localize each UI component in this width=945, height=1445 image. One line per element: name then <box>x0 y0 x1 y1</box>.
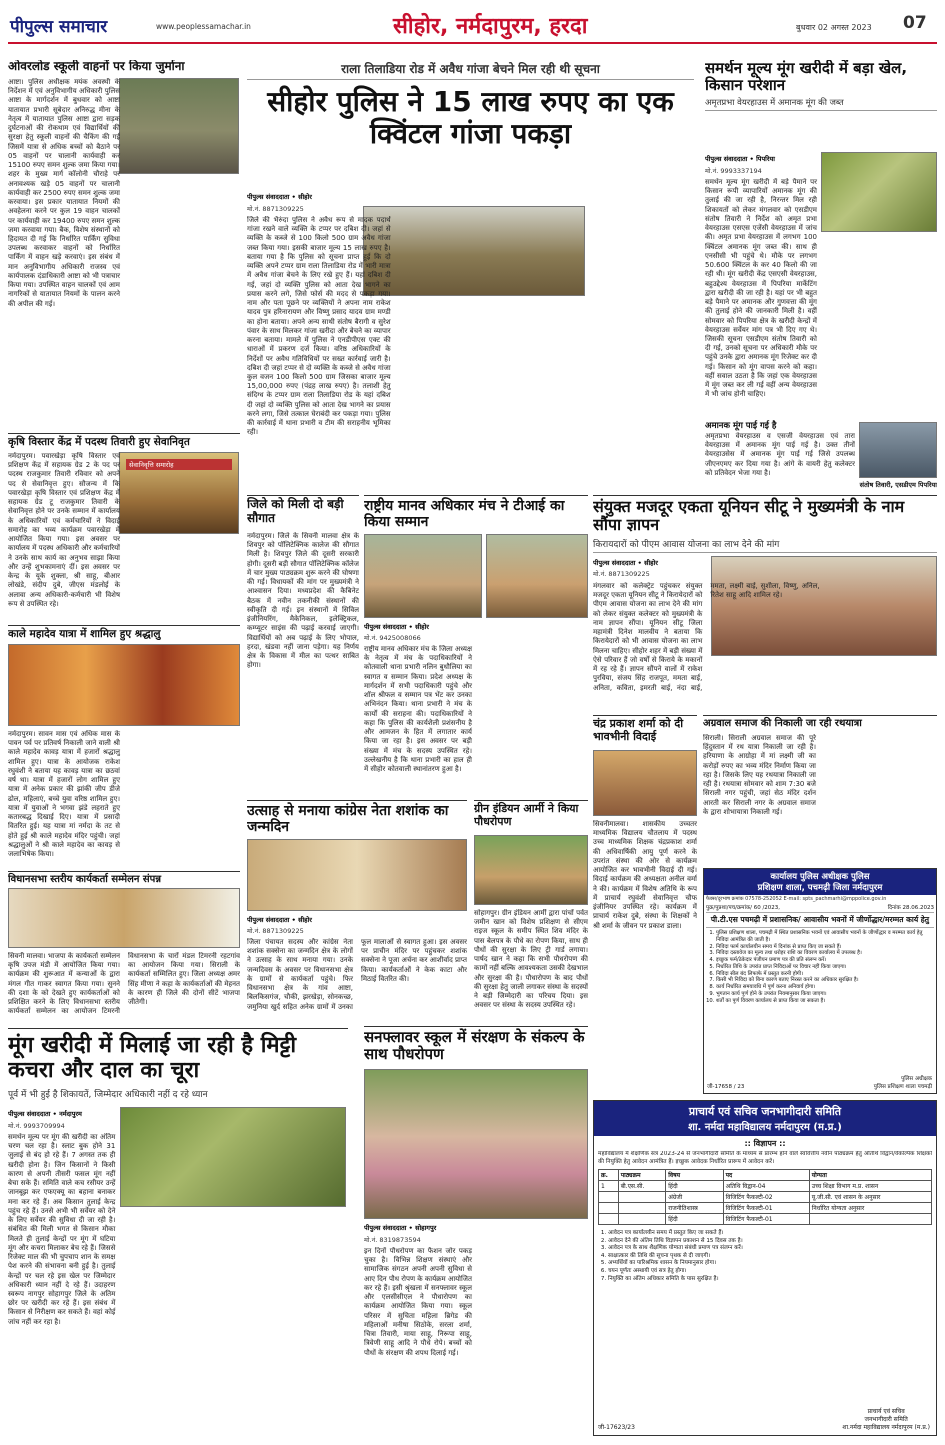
list-item: 6. निविदा सील बंद लिफाफे में प्रस्तुत करनी होगी। <box>716 971 933 978</box>
headline: अग्रवाल समाज की निकाली जा रही रथयात्रा <box>703 718 862 729</box>
article-sunflower-school <box>364 1026 588 1436</box>
ad-subject: पी.टी.एस पचमढ़ी में प्रशासनिक/ आवासीय भवनों में जीर्णोद्धार/मरम्मत कार्य हेतु <box>706 912 934 928</box>
table-cell <box>809 1214 931 1225</box>
byline-text: पीपुल्स संवाददाता • नर्मदापुरम <box>8 1110 82 1118</box>
byline-text: पीपुल्स संवाददाता • सीहोर <box>364 623 429 631</box>
headline: काले महादेव यात्रा में शामिल हुए श्रद्धालु <box>8 628 161 640</box>
ad-terms-list <box>704 929 936 1004</box>
headline: जिले को मिली दो बड़ी सौगात <box>247 497 344 525</box>
list-item: 2. निविदा फार्म कार्यालयीन समय में दिनांक से प्राप्त किए जा सकते हैं। <box>716 944 933 951</box>
table-row <box>599 1203 932 1214</box>
byline-text: पीपुल्स संवाददाता • पिपरिया <box>705 155 775 163</box>
list-item: 3. आवेदन पत्र के साथ शैक्षणिक योग्यता संबंधी प्रमाण पत्र संलग्न करें। <box>608 1245 932 1253</box>
mobile-number: मो.नं. 8319873594 <box>364 1236 421 1244</box>
byline <box>247 192 312 201</box>
article-body: नर्मदापुरम। पवारखेड़ा कृषि विस्तार एवं प्रशिक्षण केंद्र में सहायक ग्रेड 2 के पद पर पदस्थ राजकुमार तिवारी रविवार को अपने पद से सेवानिवृत्त हुए। सौजन्य में कि पवारखेड़ा कृषि विस्तार एवं प्रशिक्षण केंद्र में सहायक ग्रेड टू राजकुमार तिवारी के सेवानिवृत्त होने पर उनके सम्मान में कार्यालय के अधिकारियों एवं कर्मचारियों ने विदाई समारोह का भव्य कार्यक्रम पवारखेड़ा में आयोजित किया गया। इस अवसर पर कार्यालय में पदस्थ अधिकारी और कर्मचारियों ने उनके साथ कार्य का अनुभव साझा किया और उन्हें शुभकामनाएं दीं। इस अवसर पर केन्द्र के यूके शुक्ला, श्री साहू, बीआर लोखंडे, संदीप दुबे, जीएस मंडलोई के अलावा अन्य अधिकारी-कर्मचारी भी विशेष रूप से उपस्थित रहे। <box>8 452 120 608</box>
table-cell: हिंदी <box>666 1214 723 1225</box>
ad-title-2: शा. नर्मदा महाविद्यालय नर्मदापुरम (म.प्र.) <box>688 1122 842 1133</box>
ad-title: प्राचार्य एवं सचिव जनभागीदारी समिति <box>688 1105 842 1118</box>
table-cell <box>618 1214 666 1225</box>
newspaper-logo[interactable]: पीपुल्स समाचार <box>10 17 108 37</box>
article-mazdoor-union <box>593 495 937 710</box>
mobile-number: मो.नं. 8871309225 <box>593 570 650 578</box>
ad-sign: पुलिस अधीक्षक <box>901 1076 932 1082</box>
ad-contact: फैक्स/दूरभाष क्रमांक 07578-252052 E-mail: spts_pachmarhi@mppolice.gov.in <box>706 896 887 902</box>
ad-title: कार्यालय पुलिस अधीक्षक पुलिस <box>770 872 870 882</box>
college-recruitment-ad <box>593 1100 937 1436</box>
ad-subject: :: विज्ञापन :: <box>744 1139 786 1148</box>
photo-sdm <box>859 422 937 478</box>
article-moong-adulteration <box>8 1028 348 1436</box>
byline <box>705 154 775 163</box>
article-shashank-birthday <box>247 800 467 1020</box>
headline: संयुक्त मजदूर एकता यूनियन सीटू ने मुख्यमंत्री के नाम सौंपा ज्ञापन <box>593 497 905 535</box>
article-body: नर्मदापुरम। सावन मास एवं अधिक मास के पावन पर्व पर प्रतिवर्ष निकाली जाने वाली श्री काले महादेव कावड़ यात्रा में हजारों श्रद्धालु शामिल हुए। यात्रा के आयोजक राकेश रघुवंशी ने बताया यह कावड़ यात्रा का छठवां वर्ष था। यात्रा में हजारों लोग शामिल हुए यात्रा में अनेक प्रकार की झांकी जीप डीजे ढोल, महिलाएं, बच्चे युवा वरिष्ठ शामिल हुए। यात्रा में युवाओं ने भगवा झंडे लहराते हुए कतारबद्ध दिखाई दिए। यात्रा में प्रसादी वितरित हुई। यह यात्रा मां नर्मदा के तट से होते हुई श्री काले महादेव मंदिर पहुंची। जहां श्रद्धालुओं ने श्री काले महादेव का कावड़ से जलाभिषेक किया। <box>8 730 120 859</box>
subhead: अमानक मूंग पाई गई है <box>705 421 777 431</box>
list-item: 8. कार्य निर्धारित समयावधि में पूर्ण करना अनिवार्य होगा। <box>716 984 933 991</box>
headline: मूंग खरीदी में मिलाई जा रही है मिट्टी कचरा और दाल का चूरा <box>8 1033 297 1084</box>
mobile-number: मो.नं. 8871309225 <box>247 927 304 935</box>
article-body: राष्ट्रीय मानव अधिकार मंच के जिला अध्यक्ष के नेतृत्व में मंच के पदाधिकारियों ने कोतवाली थाना प्रभारी नलिन बुधौलिया का स्वागत व सम्मान किया। प्रदेश अध्यक्ष के मार्गदर्शन में सभी पदाधिकारी पहुंचे और शॉल श्रीफल व सम्मान पत्र भेंट कर उनका अभिनंदन किया। थाना प्रभारी ने मंच के कार्यों की सराहना की। पदाधिकारियों ने कहा कि पुलिस की कार्यशैली प्रशंसनीय है और आमजन के हित में लगातार कार्य किया जा रहा है। इस अवसर पर बड़ी संख्या में मंच के सदस्य उपस्थित रहे। उल्लेखनीय है कि थाना प्रभारी का हाल ही में सीहोर कोतवाली स्थानांतरण हुआ है। <box>364 645 472 774</box>
list-item: 10. शर्तों का पूर्ण विवरण कार्यालय से प्राप्त किया जा सकता है। <box>716 998 933 1005</box>
ad-sign-2: पुलिस प्रशिक्षण शाला पचमढ़ी <box>873 1084 932 1090</box>
ad-sign-2: जनभागीदारी समिति <box>864 1416 908 1423</box>
table-cell: राजनीतिशास्त्र <box>666 1203 723 1214</box>
photo-sammelan <box>8 888 240 948</box>
article-body: सिवनी मालवा। भाजपा के कार्यकर्ता सम्मेलन कृषि उपज मंडी में आयोजित किया गया। कार्यक्रम की शुरूआत में कन्याओं के द्वारा मंगल गीत गाकर स्वागत किया गया। सुनने की दशा के को देखते हुए कार्यकर्ताओं को प्रशिक्षित करने के लिए विधानसभा स्तरीय कार्यकर्ता सम्मेलन का आयोजन टिमरनी विधानसभा के चारों मंडल टिमरनी रहटगांव का आयोजन किया गया। सिराली के कार्यकर्ता सम्मिलित हुए। जिला अध्यक्ष अमर सिंह मीणा ने कहा के कार्यकर्ताओं की मेहनत के कारण ही जिले की दोनों सीटें भाजपा जीतेगी। <box>8 952 240 1016</box>
issue-date: बुधवार 02 अगस्त 2023 <box>796 23 872 32</box>
article-body: आष्टा। पुलिस अधीक्षक मयंक अवस्थी के निर्देशन में एवं अनुविभागीय अधिकारी पुलिस आष्टा के मार्गदर्शन में बुधवार को आष्टा यातायात प्रभारी सूबेदार अनिरुद्ध मीना के नेतृत्व में यातायात पुलिस आष्टा द्वारा सड़क दुर्घटनाओं की रोकथाम एवं विद्यार्थियों की सुरक्षा हेतु स्कूली वाहनों की चैकिंग की गई जिसमें यात्रा से अधिक बच्चों को बैठाने पर 05 वाहनों पर चालानी कार्यवाही कर 15100 रुपए समन शुल्क जमा किया गया। शहर के मुख्य मार्ग कॉलोनी चौराहे पर अनावश्यक खड़े 05 वाहनों पर चालानी कार्यवाही कर 2500 रुपए समन शुल्क जमा करवाया। इस प्रकार यातायात नियमों की अवहेलना करने पर कुल 19 वाहन चालकों पर कार्यवाही कर 19400 रुपए समन शुल्क जमा करवाया गया। बैक, विशेष संस्थानों को हिदायत दी गई कि निर्धारित पार्किंग सुविधा उपलब्ध करवाकर वाहनों को निर्धारित पार्किंग में वाहन खड़े करवाएं। इस संबंध में मान अनुविभागीय अधिकारी राजस्व एवं कार्यपालक दंडाधिकारी आष्टा को भी पत्राचार किया गया। उपस्थित वाहन चालकों एवं आम नागरिकों से यातायात नियमों के पालन करने की अपील की गई। <box>8 78 120 308</box>
article-two-gifts <box>247 495 359 825</box>
table-cell: 1 <box>599 1181 619 1192</box>
table-cell: अंग्रेजी <box>666 1192 723 1203</box>
article-green-indian-army <box>474 800 588 1020</box>
table-cell <box>599 1192 619 1203</box>
headline: समर्थन मूल्य मूंग खरीदी में बड़ा खेल, किसान परेशान <box>705 60 908 95</box>
quote-credit: संतोष तिवारी, एसडीएम पिपरिया <box>859 481 937 489</box>
ad-jr: जी-17623/23 <box>598 1424 635 1431</box>
headline: विधानसभा स्तरीय कार्यकर्ता सम्मेलन संपन्न <box>8 874 162 885</box>
byline-text: पीपुल्स संवाददाता • सीहोर <box>247 193 312 201</box>
quote-body: अमृतप्रभा वेयरहाउस व एसजी वेयरहाउस एवं तारा वेयरहाउस में अमानक मूंग पाई गई है। उक्त तीनों वेयरहाउसेस में अमानक मूंग पाई गई जिसे उपलब्ध जीएनएमए कर दिया गया है। आंगे के वायरी हेतु कलेक्टर को प्रतिवेदन भेजा गया है। <box>705 432 855 477</box>
ad-sign: प्राचार्य एवं सचिव <box>867 1408 905 1415</box>
list-item: 7. नियुक्ति का अंतिम अधिकार समिति के पास सुरक्षित है। <box>608 1276 932 1284</box>
article-body: जिला पंचायत सदस्य और कांग्रेस नेता शशांक सक्सेना का जन्मदिन क्षेत्र के लोगों ने उत्साह के साथ मनाया गया। उनके जन्मदिवस के अवसर पर विधानसभा क्षेत्र के ग्रामों से कार्यकर्ता पहुंचे। फिर विधानसभा क्षेत्र के गांव आष्टा, बिलकिसगंज, चौकी, झरखेड़ा, सोनकच्छ, जमुनिया खुर्द सहित अनेक ग्रामों में उनका फूल मालाओं से स्वागत हुआ। इस अवसर पर प्राचीन मंदिर पर पहुंचकर शशांक सक्सेना ने पूजा अर्चना कर आशीर्वाद प्राप्त किया। कार्यकर्ताओं ने केक काटा और मिठाई वितरित की। <box>247 938 467 1011</box>
article-ganja-seized <box>247 60 694 490</box>
headline: सनफ्लावर स्कूल में संरक्षण के संकल्प के साथ पौधरोपण <box>364 1028 585 1064</box>
byline-text: पीपुल्स संवाददाता • सीहोर <box>593 559 658 567</box>
section-title: सीहोर, नर्मदापुरम, हरदा <box>393 14 588 39</box>
article-kale-mahadev-yatra <box>8 625 240 868</box>
table-cell <box>618 1192 666 1203</box>
list-item: 5. निर्धारित तिथि के उपरांत प्राप्त निविदाओं पर विचार नहीं किया जाएगा। <box>716 964 933 971</box>
list-item: 3. निविदा दस्तावेज का मूल्य तथा धरोहर राशि का विवरण कार्यालय में उपलब्ध है। <box>716 950 933 957</box>
deck: किरायदारों को पीएम आवास योजना का लाभ देने की मांग <box>593 537 937 553</box>
deck: अमृतप्रभा वेयरहाउस में अमानक मूंग की जब्त <box>705 97 937 111</box>
table-cell: विजिटिंग फैकल्टी-01 <box>723 1214 809 1225</box>
ad-title-2: प्रशिक्षण शाला, पचमढ़ी जिला नर्मदापुरम <box>757 883 883 893</box>
ad-jr: जी-17658 / 23 <box>707 1084 745 1090</box>
mobile-number: मो.नं. 9993709994 <box>8 1122 65 1130</box>
banner-text: सेवानिवृत्ति समारोह <box>126 459 232 470</box>
headline: राष्ट्रीय मानव अधिकार मंच ने टीआई का किया सम्मान <box>364 498 565 531</box>
list-item: 2. आवेदन देने की अंतिम तिथि विज्ञापन प्रकाशन से 15 दिवस तक है। <box>608 1238 932 1246</box>
table-header: पाठ्यक्रम <box>618 1170 666 1181</box>
table-row <box>599 1192 932 1203</box>
headline: ओवरलोड स्कूली वाहनों पर किया जुर्माना <box>8 60 185 73</box>
table-cell: बी.एस.सी. <box>618 1181 666 1192</box>
table-cell: उच्च शिक्षा विभाग म.प्र. शासन <box>809 1181 931 1192</box>
list-item: 9. भुगतान कार्य पूर्ण होने के उपरांत नियमानुसार किया जाएगा। <box>716 991 933 998</box>
table-cell: निर्धारित योग्यता अनुसार <box>809 1203 931 1214</box>
photo-felicitation <box>364 534 482 618</box>
photo-birthday-celebration <box>247 839 467 911</box>
photo-yatra-crowd <box>8 644 240 726</box>
list-item: 7. किसी भी निविदा को बिना कारण बताए निरस्त करने का अधिकार सुरक्षित है। <box>716 977 933 984</box>
article-body: नर्मदापुरम। जिले के सिवनी मालवा क्षेत्र के शिवपुर को पॉलिटेक्निक कालेज की सौगात मिली है। शिवपुर जिले की दूसरी सरकारी होगी। दूसरी बड़ी सौगात पॉलिटेक्निक कॉलेज में चार मुख्य पाठ्यक्रम शुरू करने की घोषणा की गई। विधायकों की मांग पर मुख्यमंत्री ने आश्वासन दिया। मध्यप्रदेश की कैबिनेट बैठक में नवीन तकनीकी संस्थानों की स्वीकृति दी गई। इन संस्थानों में सिविल इंजीनियरिंग, मैकेनिकल, इलेक्ट्रिकल, कम्प्यूटर साइंस की पढ़ाई करवाई जाएगी। विद्यार्थियों को अब पढ़ाई के लिए भोपाल, हरदा, खंडवा नहीं जाना पड़ेगा। यह निर्णय क्षेत्र के विकास में मील का पत्थर साबित होगा। <box>247 532 359 670</box>
mobile-number: मो.नं. 9993337194 <box>705 167 762 175</box>
list-item: 5. अभ्यर्थियों का पारिश्रमिक शासन के नियमानुसार होगा। <box>608 1260 932 1268</box>
table-cell <box>618 1203 666 1214</box>
ad-date: दिनांक 28.06.2023 <box>887 905 934 911</box>
table-cell: अतिथि विद्वान-04 <box>723 1181 809 1192</box>
table-cell: हिंदी <box>666 1181 723 1192</box>
ad-sign-3: शा.नर्मदा महाविद्यालय नर्मदापुरम (म.प्र.) <box>842 1424 930 1431</box>
vacancy-table <box>598 1169 932 1225</box>
kicker: राला तिलाडिया रोड में अवैध गांजा बेचने मिल रही थी सूचना <box>247 60 694 80</box>
byline-text: पीपुल्स संवाददाता • सोहागपुर <box>364 1224 437 1232</box>
table-header: क्र. <box>599 1170 619 1181</box>
article-body: जिले की भैरुंदा पुलिस ने अवैध रूप से मादक पदार्थ गांजा रखने वाले व्यक्ति के टप्पर पर दबिश दी। जहां से व्यक्ति के कब्जे से 100 किलो 500 ग्राम अवैध गांजा जब्त किया गया। इसकी बाजार मूल्य 15 लाख रुपए है। बताया गया है कि पुलिस को सूचना प्राप्त हुई कि दो व्यक्ति अपने टप्पर ग्राम राला तिलाडिया रोड में भारी मात्रा में अवैध गांजा बेचने के लिए रखे हुए हैं। यहां दबिश दी गई, जहां दो व्यक्ति पुलिस को आता देख भागने का प्रयास करने लगे, जिसे फोर्स की मदद से पकड़ा गया। नाम और पता पूछने पर व्यक्तियों ने अपना नाम राकेश यादव पुत्र हरिनारायण और विष्णु प्रसाद यादव ग्राम मण्डी का होना बताया। अपने अन्य साथी संतोष बैरागी व सुरेश पंवार के साथ मिलकर गांजा खरीदा और बेचने का व्यापार करना बताया। मामले में पुलिस ने एनडीपीएस एक्ट की धाराओं में प्रकरण दर्ज किया। वरिष्ठ अधिकारियों के निर्देशों पर अवैध गतिविधियों पर सख्त कार्रवाई जारी है। दबिश दी जहां टप्पर से दो व्यक्ति के कब्जे से अवैध गांजा कुल वजन 100 किलो 500 ग्राम जिसका बाजार मूल्य 15,00,000 रुपए (पंद्रह लाख रुपए) है। तलाशी हेतु संदिग्ध के टप्पर ग्राम राला तिलाडिया रोड के यहां दबिश दी जहां दो व्यक्ति पुलिस को आता देख भागने का प्रयास करने लगा, जिसे तत्काल घेराबंदी कर पकड़ा गया। पुलिस की कार्रवाई में थाना प्रभारी व टीम की सराहनीय भूमिका रही। <box>247 216 391 437</box>
article-body: समर्थन मूल्य पर मूंग की खरीदी का अंतिम चरण चल रहा है। स्लाट बुक होने 31 जुलाई से बंद हो रहे हैं। 7 अगस्त तक ही खरीदी होना है। जिन किसानों ने किसी कारण से अपनी तीसरी फसल मूंग नहीं बेचा सके हैं। समिति वाले कच रसीयर उन्हें जानबूझ कर एफएक्यू का बहाना बनाकर मना कर रहे हैं। अब किसान तुलाई केन्द्र पहुंच रहे हैं। उनसे अभी भी सर्वेयर को देने के लिए सर्वेयर की सुविधा दी जा रही है। संबंधित की मिली भगत से किसान मौका मिलते ही तुलाई केन्द्रों पर मूंग में घटिया मूंग और कचरा मिलाकर बेच रहे हैं। जिससे रिजेक्ट माल की भी चुपचाप शान के समक्ष पेश करने की संभावना बनी हुई है। तुलाई केन्द्रों पर चल रहे इस खेल पर जिम्मेदार अधिकारी ध्यान नहीं दे रहे हैं। उदाहरण स्वरूप नागपुर सोहागपुर जिले के अतिम छोर पर खरीदी कर रहे हैं। इस संबंध में किसान से निरीक्षण कर सकते हैं। वहां कोई जांच नहीं कर रहा है। <box>8 1133 116 1326</box>
table-cell: विजिटिंग फैकल्टी-02 <box>723 1192 809 1203</box>
mobile-number: मो.नं. 9425008066 <box>364 634 421 642</box>
list-item: 4. इच्छुक फर्म/ठेकेदार पंजीयन प्रमाण पत्र की प्रति संलग्न करें। <box>716 957 933 964</box>
headline: उत्साह से मनाया कांग्रेस नेता शशांक का जन्मदिन <box>247 803 449 836</box>
ad-intro: महाविद्यालय में शैक्षणिक सत्र 2023-24 से जनभागीदारी समिति के माध्यम से प्रारम्भ होने वाले स्ववित्तीय नवीन पाठ्यक्रम हेतु अतिथि विद्वान/वैकल्पिक शिक्षकों की नियुक्ति हेतु आवेदन आमंत्रित हैं। इच्छुक आवेदक निर्धारित प्रारूप में आवेदन करें। <box>598 1151 932 1165</box>
article-overload-vehicles <box>8 60 240 430</box>
byline <box>8 1109 82 1118</box>
table-header: योग्यता <box>809 1170 931 1181</box>
page-number: 07 <box>903 13 927 33</box>
article-manav-adhikar <box>364 495 588 795</box>
article-agri-retirement <box>8 433 240 621</box>
article-karyakarta-sammelan <box>8 871 240 1021</box>
tender-ad-police <box>703 868 937 1094</box>
headline: सीहोर पुलिस ने 15 लाख रुपए का एक क्विंटल गांजा पकड़ा <box>267 85 674 151</box>
table-cell: विजिटिंग फैकल्टी-01 <box>723 1203 809 1214</box>
mobile-number: मो.नं. 8871309225 <box>247 205 304 213</box>
photo-plantation <box>474 835 588 905</box>
list-item: 1. पुलिस प्रशिक्षण शाला, पचमढ़ी में स्थित प्रशासनिक भवनों एवं आवासीय भवनों के जीर्णोद्धार व मरम्मत कार्य हेतु निविदा आमंत्रित की जाती है। <box>716 930 933 944</box>
article-body: समर्थन मूल्य मूंग खरीदी में बड़े पैमाने पर किसान रूपी व्यापारियों अमानक मूंग की तुलाई की जा रही है, निरन्तर मिल रही शिकायतों को लेकर मंगलवार को एसडीएम संतोष तिवारी ने निर्देश को अमृत प्रभा वेयरहाउस एसएस एजेंसी वेयरहाउस में जांच की। अमृत प्रभा वेयरहाउस में लगभग 100 क्विंटल अमानक मूंग जब्त की। साथ ही एनसीसी भी पहुंचे थे। मौके पर लगभग 50.600 क्विंटल के कर 40 किलो की जा रही थी। मूंग खरीदी केंद्र एसएसी वेयरहाउस, बहुउद्देश्य वेयरहाउस में पिपरिया मार्केटिंग द्वारा खरीदी की जा रही है। यहां पर भी बहुत बड़े पैमाने पर अमानक और गुणवत्ता की मूंग की तुलाई होने की जानकारी मिली है। वहीं सोमवार को पिपरिया क्षेत्र के खरीदी केन्द्रों में वेयरहाउस सर्वेयर मांग पत्र भी दिए गए थे। जिसकी सूचना एसडीएम संतोष तिवारी को दी गई, उनको सूचना पर अधिकारी मौके पर पहुंचे उनके द्वारा अमानक मूंग रिजेक्ट कर दी गई। किसान को मूंग वापस करने को कहा। वहीं सवाल उठता है कि जहां एक वेयरहाउस में मूंग जब्त कर ली गई वहीं अन्य वेयरहाउस में भी जांच होनी चाहिए। <box>705 178 817 399</box>
byline-text: पीपुल्स संवाददाता • सीहोर <box>247 916 312 924</box>
table-cell: यू.जी.सी. एवं शासन के अनुसार <box>809 1192 931 1203</box>
masthead <box>8 8 937 44</box>
article-moong-pipariya <box>705 60 937 490</box>
headline: कृषि विस्तार केंद्र में पदस्थ तिवारी हुए सेवानिवृत <box>8 436 190 448</box>
article-body: सिवनीमालवा। शासकीय उच्चतर माध्यमिक विद्यालय चौतलाय में पदस्थ उच्च माध्यमिक शिक्षक चंद्रप्रकाश शर्मा की अधिवार्षिकी आयु पूर्ण करने के उपरांत संस्था की ओर से कार्यक्रम आयोजित कर भावभीनी विदाई दी गई। विदाई कार्यक्रम की अध्यक्षता अनील वर्मा ने की। कार्यक्रम में विशेष अतिथि के रूप में प्राचार्य रघुवंशी सेवानिवृत्त चौफ इंजीनियर उपस्थित रहे। कार्यक्रम में प्राचार्य राकेश दुबे, संस्था के शिक्षकों ने श्री शर्मा के जीवन पर प्रकाश डाला। <box>593 820 697 930</box>
list-item: 6. चयन पूर्णतः अस्थायी एवं सत्र हेतु होगा। <box>608 1268 932 1276</box>
deck: पूर्व में भी हुई है शिकायतें, जिम्मेदार अधिकारी नहीं द रहे ध्यान <box>8 1089 208 1100</box>
list-item: 1. आवेदन पत्र कार्यालयीन समय में प्रस्तुत किए जा सकते हैं। <box>608 1230 932 1238</box>
photo-farewell <box>593 750 697 816</box>
site-url[interactable]: www.peoplessamachar.in <box>156 22 251 31</box>
article-body: सोहागपुर। ग्रीन इंडियन आर्मी द्वारा पांचों पर्वत जमीन खान को विशेष प्रशिक्षण से सीएम राइज स्कूल के समीप स्थित शिव मंदिर के पास बेलपत्र के पौधे का रोपण किया, साथ ही पौधों की सुरक्षा के लिए ट्री गार्ड लगाया। पार्षद खान ने कहा कि सभी पौधरोपण की कामों नहीं बल्कि आवश्यकता उसकी देखभाल और सुरक्षा की है। पौधारोपण के बाद पौधों की सुरक्षा हेतु जाली लगाकर संस्था के सदस्यों ने बड़ी जिम्मेदारी का परिचय दिया। इस अवसर पर संस्था के सदस्य उपस्थित रहे। <box>474 909 588 1010</box>
article-body: मंगलवार को कलेक्ट्रेट पहुंचकर संयुक्त मजदूर एकता यूनियन सीटू ने किरायेदारों को पीएम आवास योजना का लाभ देने की मांग को लेकर संयुक्त कलेक्टर को मुख्यमंत्री के नाम ज्ञापन सौंपा। यूनियन सीटू जिला महामंत्री दिनेश मालवीय ने बताया कि किरायेदारों को भी आवास योजना का लाभ मिलना चाहिए। सीहोर शहर में बड़ी संख्या में ऐसे परिवार हैं जो वर्षों से किराये के मकानों में रह रहे हैं। ज्ञापन सौंपने वालों में राकेश पुरविया, संजय सिंह राजपूत, ममता बाई, अनिता, कविता, इमरती बाई, नंदा बाई, ममता, लक्ष्मी बाई, सुशीला, विष्णु, अनिल, रितेश साहू आदि शामिल रहे। <box>593 582 820 692</box>
article-body: इन दिनों पौधरोपण का फैशन जोर पकड़ चुका है। विभिन्न शिक्षण संस्थाएं और सामाजिक संगठन अपनी अपनी सुविधा से आए दिन पौध रोपण के कार्यक्रम आयोजित कर रहे हैं। इसी श्रृंखला में सनफ्लावर स्कूल और एलसीसीएल ने पौधारोपण का कार्यक्रम आयोजित किया गया। स्कूल परिसर में सुचिता महिला ब्रिगेड की महिलाओं मनीषा सिठोके, सरला शर्मा, चित्रा तिवारी, माया साहू, निरूपा साहू, त्रिवेणी साहू आदि ने पौधे रोपे। बच्चों को पौधों के संरक्षण की शपथ दिलाई गई। <box>364 1247 472 1357</box>
table-row <box>599 1214 932 1225</box>
article-chandra-prakash <box>593 715 697 1035</box>
table-cell <box>599 1203 619 1214</box>
table-row <box>599 1181 932 1192</box>
ad-notes-list <box>594 1228 936 1283</box>
photo-felicitation-2 <box>486 534 588 618</box>
photo-school-plantation <box>364 1069 588 1219</box>
list-item: 4. साक्षात्कार की तिथि की सूचना पृथक से दी जाएगी। <box>608 1253 932 1261</box>
table-header: विषय <box>666 1170 723 1181</box>
article-body: सिराली। सिराली अग्रवाल समाज की पूरे हिंदुस्तान में रथ यात्रा निकाली जा रही है। हरियाणा के आग्रोहा में मां लक्ष्मी जी का करोड़ों रुपए का भव्य मंदिर निर्माण किया जा रहा है। जिसके लिए यह रथयात्रा निकाली जा रही है। रथयात्रा सोमवार को शाम 7:30 बजे सिराली नगर पहुंची, जहां सेठ मंदिर दर्शन आरती कर सिराली नगर के अग्रवाल समाज के द्वारा शोभायात्रा निकाली गई। <box>703 734 816 816</box>
article-agrawal-rathyatra <box>703 715 937 865</box>
table-cell <box>599 1214 619 1225</box>
headline: ग्रीन इंडियन आर्मी ने किया पौधरोपण <box>474 802 579 828</box>
table-header: पद <box>723 1170 809 1181</box>
headline: चंद्र प्रकाश शर्मा को दी भावभीनी विदाई <box>593 717 684 743</box>
ad-ref: पुक्र/पुप्रशा/पच/क्रमांक/ 60 /2023, <box>706 905 781 911</box>
